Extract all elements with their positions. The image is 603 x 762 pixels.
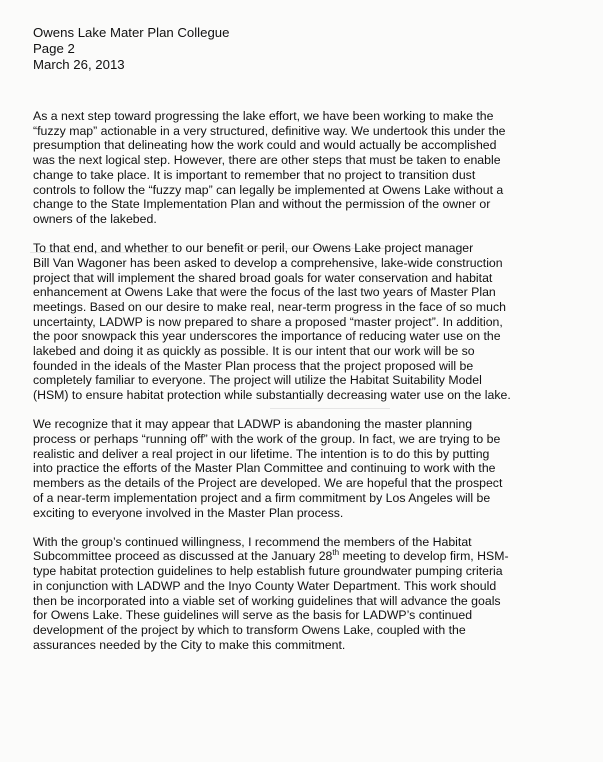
text-line [33, 549, 603, 564]
header-page-number: Page 2 [33, 41, 75, 56]
text-line: To that end, and whether to our benefit or peril, our Owens Lake project manager [33, 241, 474, 256]
text-line: exciting to everyone involved in the Master Plan process. [33, 505, 344, 520]
text-line: for Owens Lake. These guidelines will serve as the basis for LADWP’s continued [33, 608, 473, 623]
text-line: realistic and deliver a real project in our lifetime. The intention is to do this by putting [33, 446, 490, 461]
text-line: uncertainty, LADWP is now prepared to share a proposed “master project”. In addition, [33, 314, 503, 329]
text-line: “fuzzy map” actionable in a very structured, definitive way. We undertook this under the [33, 123, 506, 138]
text-line: presumption that delineating how the work could and would actually be accomplished [33, 138, 497, 153]
paragraph-3 [33, 417, 603, 520]
text-line: members as the details of the Project are developed. We are hopeful that the prospect [33, 476, 503, 491]
text-line: the poor snowpack this year underscores the importance of reducing water use on the [33, 329, 501, 344]
text-line: change to the State Implementation Plan and without the permission of the owner or [33, 197, 491, 212]
text-line: meetings. Based on our desire to make real, near-term progress in the face of so much [33, 299, 506, 314]
paragraph-4 [33, 535, 603, 653]
text-line: We recognize that it may appear that LADWP is abandoning the master planning [33, 417, 473, 432]
letter-header [33, 25, 593, 73]
text-line: assurances needed by the City to make this commitment. [33, 637, 346, 652]
text-line: process or perhaps “running off” with the work of the group. In fact, we are trying to be [33, 432, 501, 447]
header-recipient: Owens Lake Mater Plan Collegue [33, 25, 230, 40]
paragraph-2 [33, 241, 603, 403]
text-line: controls to follow the “fuzzy map” can legally be implemented at Owens Lake without a [33, 182, 504, 197]
text-line: As a next step toward progressing the lake effort, we have been working to make the [33, 109, 494, 123]
letter-body [33, 109, 603, 667]
text-line: completely familiar to everyone. The project will utilize the Habitat Suitability Model [33, 373, 482, 388]
text-line: type habitat protection guidelines to help establish future groundwater pumping criteria [33, 564, 503, 579]
text-line: owners of the lakebed. [33, 211, 157, 226]
text-line: then be incorporated into a viable set of working guidelines that will advance the goals [33, 593, 501, 608]
paragraph-1 [33, 109, 603, 227]
text-line: of a near-term implementation project and a firm commitment by Los Angeles will be [33, 490, 491, 505]
text-fragment: Subcommittee proceed as discussed at the January 28 [33, 549, 333, 564]
text-line: into practice the efforts of the Master Plan Committee and continuing to work with the [33, 461, 496, 476]
text-line: With the group’s continued willingness, I recommend the members of the Habitat [33, 534, 472, 549]
text-line: development of the project by which to transform Owens Lake, coupled with the [33, 623, 466, 637]
text-line: change to take place. It is important to remember that no project to transition dust [33, 167, 476, 182]
text-line: (HSM) to ensure habitat protection while substantially decreasing water use on the lake. [33, 388, 511, 403]
text-line: was the next logical step. However, there are other steps that must be taken to enable [33, 153, 501, 168]
text-line: project that will implement the shared broad goals for water conservation and habitat [33, 270, 493, 285]
text-line: enhancement at Owens Lake that were the focus of the last two years of Master Plan [33, 285, 496, 300]
ordinal-suffix: th [332, 548, 340, 558]
header-date: March 26, 2013 [33, 57, 125, 72]
text-line: Bill Van Wagoner has been asked to develop a comprehensive, lake-wide construction [33, 255, 503, 270]
text-fragment: meeting to develop firm, HSM- [339, 549, 509, 564]
text-line: lakebed and doing it as quickly as possible. It is our intent that our work will be so [33, 344, 475, 359]
text-line: in conjunction with LADWP and the Inyo County Water Department. This work should [33, 578, 497, 593]
text-line: founded in the ideals of the Master Plan process that the project proposed will be [33, 358, 474, 373]
